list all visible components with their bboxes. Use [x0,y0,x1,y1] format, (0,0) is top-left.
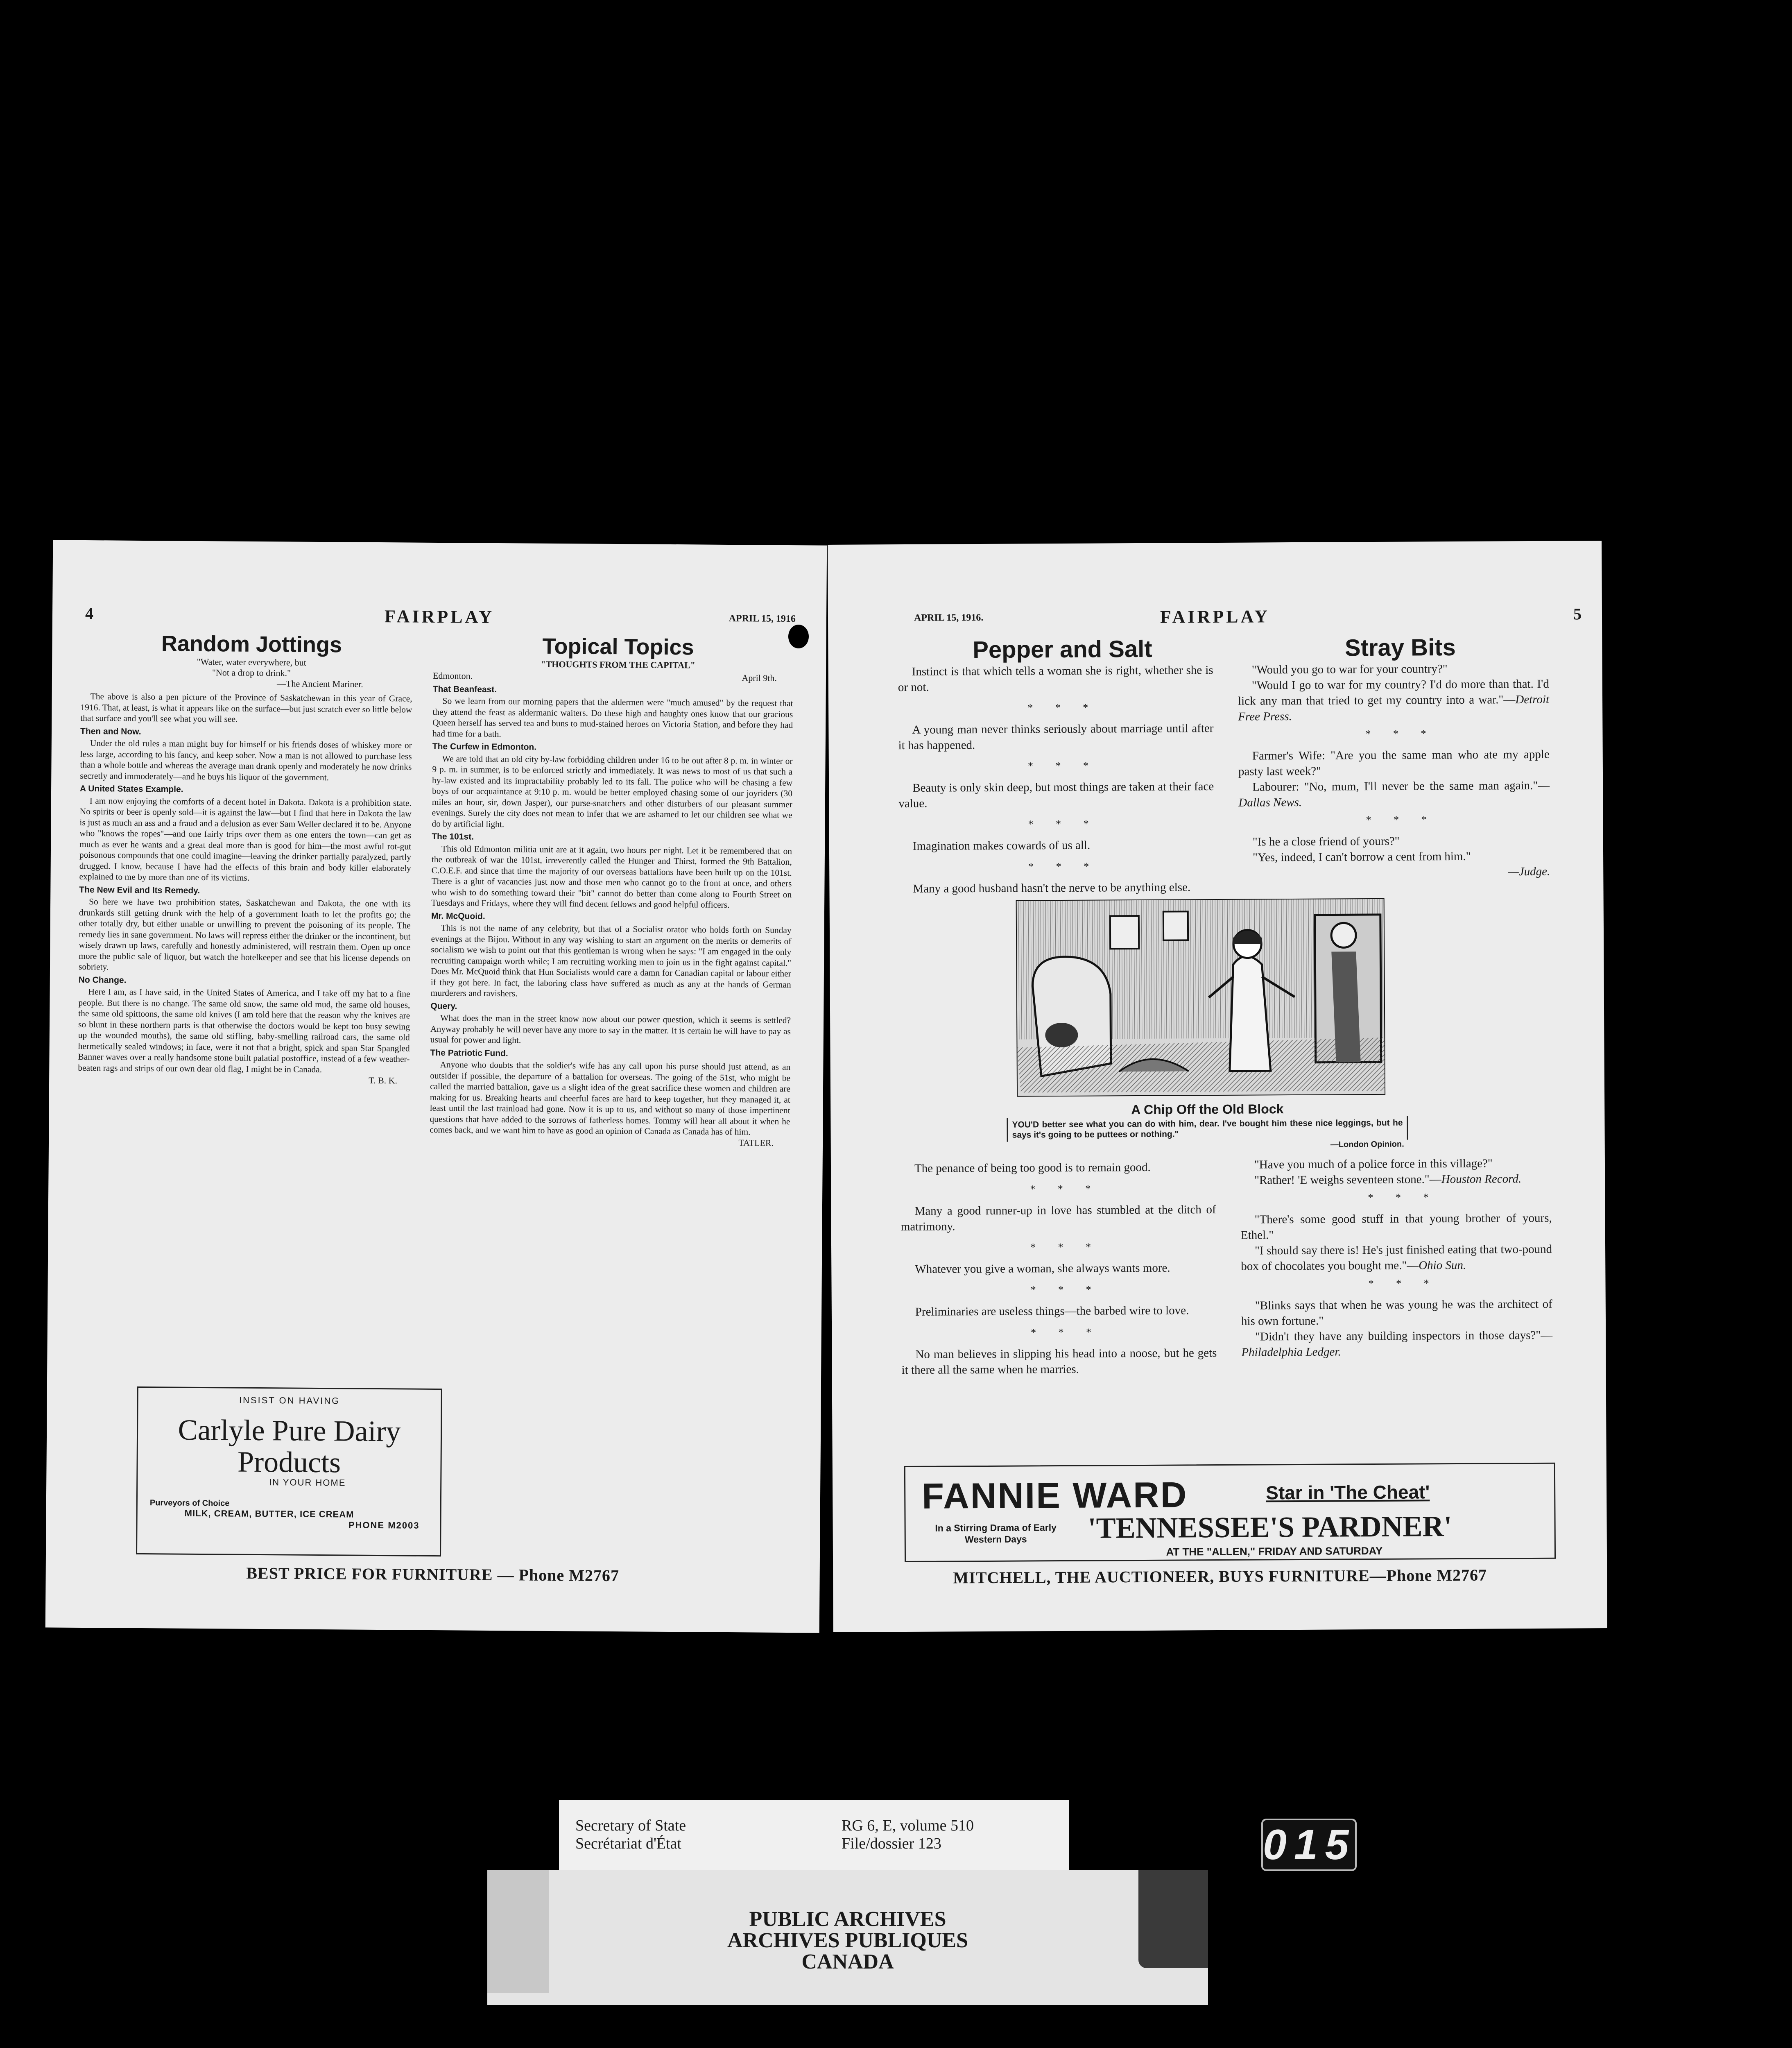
separator-stars: * * * [1028,818,1099,830]
article-title: Stray Bits [1344,634,1456,662]
article-paragraph: This old Edmonton militia unit are at it again, two hours per night. Let it be remembered that on the outbreak of war the 101st, irreverently called the Hunger and Thirst, formed the 9th Battalion, C.O.E.F. and since that time the majority of our overseas battalions have been built up on the 101st. There is a glut of vacancies just now and those men who cannot go to the front at once, and others who wish to do something toward their "bit" cannot do better than come along to Fourth Street on Tuesdays and Fridays, where they will find decent fellows and good helpful officers. [431,843,792,910]
section-heading: A United States Example. [79,784,183,794]
cartoon-title: A Chip Off the Old Block [1131,1101,1284,1117]
article-paragraph: So we learn from our morning papers that the aldermen were "much amused" by the request that they attend the feast as aldermanic waiters. Do these high and haughty ones know that our gracious Queen herself has served tea and buns to mud-stained heroes on Victoria Station, and before they had had time for a bath. [432,696,793,739]
joke-line: "Would I go to war for my country? I'd do more than that. I'd lick any man that tried to get my country into a war."—Detroit Free Press. [1238,677,1550,723]
archives-stamp-text [487,1909,1208,1973]
separator-stars: * * * [1365,727,1436,740]
section-heading: Mr. McQuoid. [431,911,485,921]
cartoon-caption-block [1007,1101,1408,1151]
separator-stars: * * * [1027,759,1098,772]
section-heading: The 101st. [432,831,474,842]
ad-venue: AT THE "ALLEN," FRIDAY AND SATURDAY [1166,1544,1383,1558]
quip: Instinct is that which tells a woman she is right, whether she is or not. [898,664,1213,694]
joke-line: "Would you go to war for your country?" [1251,662,1448,677]
epigraph-line: "Not a drop to drink." [212,667,291,678]
archives-line: CANADA [801,1950,894,1973]
quip: No man believes in slipping his head into a noose, but he gets it there all the same when he marries. [901,1346,1217,1377]
quip: Many a good husband hasn't the nerve to be anything else. [913,881,1191,895]
issue-date: APRIL 15, 1916. [914,612,984,623]
archive-ref: RG 6, E, volume 510 [842,1817,974,1834]
article-paragraph: So here we have two prohibition states, Saskatchewan and Dakota, the one with its drunkards still getting drunk with the help of a government loath to let the profits go; the other totally dry, but either unable or unwilling to prevent the poisoning of its people. The remedy lies in sane government. No laws will repress either the drinker or the incontinent, but wisely drawn up laws, carefully and honestly administered, will restrain them. Open up once more the public sale of liquor, but watch the hotelkeeper and see that his license depends on sobriety. [78,897,411,972]
signature: T. B. K. [369,1075,398,1086]
joke-line: "I should say there is! He's just finished eating that two-pound box of chocolates you bought me."—Ohio Sun. [1241,1242,1552,1273]
ad-purveyors: Purveyors of Choice [149,1498,230,1508]
separator-stars: * * * [1028,860,1099,873]
article-paragraph: This is not the name of any celebrity, but that of a Socialist orator who holds forth on Sunday evenings at the Bijou. Without in any way wishing to start an argument on the merits or demerits of socialism we wish to point out that this gentleman is wrong when he says: "I am engaged in the only recruiting campaign worth while; I am recruiting working men to join us in the fight against capital." Does Mr. McQuoid think that Hun Socialists would care a damn for Canadian capital or labour either if they got here. In fact, the laboring class have suffered as much as any at the hands of German murderers and ravishers. [430,923,792,999]
archives-line: PUBLIC ARCHIVES [749,1908,946,1931]
joke-source: Dallas News. [1238,795,1302,809]
separator-stars: * * * [1030,1283,1101,1296]
epigraph-line: "Water, water everywhere, but [197,656,306,668]
separator-stars: * * * [1368,1277,1439,1290]
joke-line: "Have you much of a police force in this village?" [1254,1157,1493,1171]
fannie-ward-ad [904,1463,1556,1562]
ad-film-title: 'TENNESSEE'S PARDNER' [1088,1510,1452,1545]
joke-source: Philadelphia Ledger. [1241,1345,1341,1359]
random-jottings-column [78,630,413,1086]
right-page [828,541,1607,1632]
joke-line: "Rather! 'E weighs seventeen stone."—Houston Record. [1254,1172,1522,1187]
ad-tagline [924,1522,1068,1545]
section-heading: No Change. [78,975,127,985]
page-number: 4 [85,604,94,623]
ad-brand: Products [237,1445,341,1479]
article-paragraph: We are told that an old city by-law forbidding children under 16 to be out after 8 p. m. in winter or 9 p. m. in summer, is to be enforced strictly and immediately. It was news to most of us that such a by-law existed and its impractability probably led to its fall. The police who will be chasing a few boys of our acquaintance at 9:10 p. m. would be better employed chasing some of our joyriders (30 miles an hour, sir, down Jasper), our purse-snatchers and other disturbers of our pleasant summer evenings. Surely the city does not mean to infer that we are ashamed to let our children see what we do by artificial light. [432,753,793,829]
joke-line: "Is he a close friend of yours?" [1252,834,1400,849]
quip: Many a good runner-up in love has stumbled at the ditch of matrimony. [901,1203,1216,1234]
ad-phone: PHONE M2003 [348,1520,420,1531]
joke-line: "Blinks says that when he was young he was the architect of his own fortune." [1241,1297,1552,1328]
separator-stars: * * * [1027,701,1098,714]
article-title: Topical Topics [542,634,694,660]
ad-star-name: FANNIE WARD [921,1474,1188,1516]
ad-products: MILK, CREAM, BUTTER, ICE CREAM [184,1508,354,1520]
dateline-place: Edmonton. [432,670,473,681]
archive-dept-fr: Secrétariat d'État [575,1835,681,1852]
cartoon-caption: YOU'D better see what you can do with him, dear. I've bought him these nice leggings, but he says it's going to be puttees or nothing." [1007,1116,1408,1142]
quip: A young man never thinks seriously about marriage until after it has happened. [898,722,1214,752]
article-paragraph: Under the old rules a man might buy for himself or his friends doses of whiskey more or less large, according to his fancy, and keep sober. Now a man is not allowed to purchase less than a whole bottle and whereas the average man drank openly and moderately he now drinks secretly and immoderately—and he buys his liquor of the government. [80,738,412,782]
joke-line: Farmer's Wife: "Are you the same man who ate my apple pasty last week?" [1238,748,1550,778]
dateline [433,671,793,684]
page-number: 5 [1573,605,1582,623]
section-heading: That Beanfeast. [432,684,497,694]
masthead: FAIRPLAY [1160,606,1270,627]
joke-line: "Didn't they have any building inspectors in those days?"—Philadelphia Ledger. [1241,1328,1553,1359]
joke-source: Ohio Sun. [1419,1258,1466,1272]
article-paragraph: What does the man in the street know now about our power question, which it seems is settled? Anyway probably he will never have any more to say in the matter. It is certain he will have to pay as usual for power and light. [430,1013,791,1045]
carlyle-dairy-ad [136,1386,442,1556]
masthead: FAIRPLAY [384,606,495,627]
punch-hole [788,625,809,648]
archive-dept-en: Secretary of State [575,1817,686,1834]
cartoon-illustration [1016,898,1386,1097]
separator-stars: * * * [1031,1326,1102,1339]
quip: Preliminaries are useless things—the barbed wire to love. [915,1304,1189,1319]
separator-stars: * * * [1030,1241,1101,1253]
page-header [52,603,826,629]
epigraph-attribution: —The Ancient Mariner. [276,678,363,689]
ad-brand: Carlyle Pure Dairy [178,1413,401,1448]
stray-bits-lower-column [1240,1155,1553,1360]
page-footer: BEST PRICE FOR FURNITURE — Phone M2767 [246,1563,620,1585]
public-archives-stamp [487,1870,1208,2005]
stray-bits-column [1238,634,1550,881]
separator-stars: * * * [1368,1191,1439,1204]
archive-reference [842,1817,974,1853]
ad-tagline: IN YOUR HOME [269,1477,346,1488]
article-subtitle: "THOUGHTS FROM THE CAPITAL" [541,659,696,671]
joke-source: Houston Record. [1441,1172,1522,1186]
archives-line: ARCHIVES PUBLIQUES [727,1929,968,1952]
ad-kicker: INSIST ON HAVING [239,1395,340,1406]
signature: TATLER. [738,1137,774,1148]
joke-line: "Yes, indeed, I can't borrow a cent from him." [1252,850,1471,864]
archive-file: File/dossier 123 [842,1835,941,1852]
ad-tagline-line: In a Stirring Drama of Early [935,1522,1057,1534]
ad-tagline-line: Western Days [964,1534,1027,1545]
quips-lower-left-column [901,1159,1217,1384]
joke-source: —Judge. [1508,865,1550,879]
left-page [45,540,827,1633]
page-header [828,604,1602,629]
joke-line: Labourer: "No, mum, I'll never be the same man again."—Dallas News. [1238,779,1550,809]
dateline-date: April 9th. [742,673,777,683]
joke-line: "There's some good stuff in that young brother of yours, Ethel." [1240,1211,1552,1242]
quip: Whatever you give a woman, she always wants more. [915,1261,1170,1276]
issue-date: APRIL 15, 1916 [729,613,796,625]
section-heading: The New Evil and Its Remedy. [79,885,200,895]
quip: Beauty is only skin deep, but most things are taken at their face value. [898,780,1214,811]
article-title: Random Jottings [161,631,342,657]
quip: Imagination makes cowards of us all. [912,838,1091,853]
topical-topics-column [430,633,794,1149]
page-footer: MITCHELL, THE AUCTIONEER, BUYS FURNITURE—Phone M2767 [953,1565,1487,1587]
archive-dept [575,1817,686,1853]
separator-stars: * * * [1030,1183,1101,1195]
joke-source: Detroit Free Press. [1238,693,1550,723]
section-heading: Then and Now. [80,726,141,736]
section-heading: The Patriotic Fund. [430,1048,508,1058]
section-heading: The Curfew in Edmonton. [432,741,537,752]
article-paragraph: Anyone who doubts that the soldier's wife has any call upon his purse should just attend, as an outsider if possible, the departure of a battalion for overseas. The going of the 51st, who might be called the married battalion, gave us a slight idea of the great sacrifice these women and children are making for us. Breaking hearts and cheerful faces are hard to keep together, but they managed it, at least until the last trainload had gone. Now it is up to us, and without so many of those impertinent questions that have added to the sorrows of fatherless homes. Tommy will hear all about it when he comes back, and we want him to have as good an opinion of Canada as Canada has of him. [430,1060,791,1137]
frame-counter: 015 [1261,1819,1357,1871]
section-heading: Query. [430,1001,457,1011]
separator-stars: * * * [1366,813,1437,826]
cartoon-source: —London Opinion. [1330,1140,1404,1149]
ad-star-role: Star in 'The Cheat' [1266,1481,1430,1504]
article-paragraph: Here I am, as I have said, in the United States of America, and I take off my hat to a fine people. But there is no change. The same old snow, the same old mud, the same old houses, the same old spittoons, the same old knives (I am told here that the reason why the knives are so blunt in these northern parts is that otherwise the doctors would be kept too busy sewing up the wounded mouths), the same old stifling, baby-smelling railroad cars, the same old hermetically sealed windows; in face, were it not that a bright, spick and span Star Spangled Banner waves over a really handsome stone built palatial postoffice, instead of a few weather-beaten rags and strips of our own dear old flag, I might be in Canada. [78,987,410,1074]
article-paragraph: The above is also a pen picture of the Province of Saskatchewan in this year of Grace, 1916. That, at least, is what it appears like on the surface—but just scratch ever so little below that surface and you'll see what you will see. [80,691,412,724]
pepper-and-salt-column [898,635,1214,902]
quip: The penance of being too good is to remain good. [914,1160,1151,1175]
article-title: Pepper and Salt [973,635,1152,664]
article-paragraph: I am now enjoying the comforts of a decent hotel in Dakota. Dakota is a prohibition state. No spirits or beer is openly sold—it is against the law—but I find that here in Dakota the law is just as much an ass and a fraud and a delusion as ever Sam Weller declared it to be. Anyone who "knows the ropes"—and one fairly trips over them as one enters the town—can get as much as ever he wants and a great deal more than is good for him—the most awful rot-gut poisonous compounds that one could imagine—leaving the drinker partially paralyzed, partly drugged. I know, because I have had the effects of this brain and body killer elaborately explained to me by more than one of its victims. [79,795,412,883]
